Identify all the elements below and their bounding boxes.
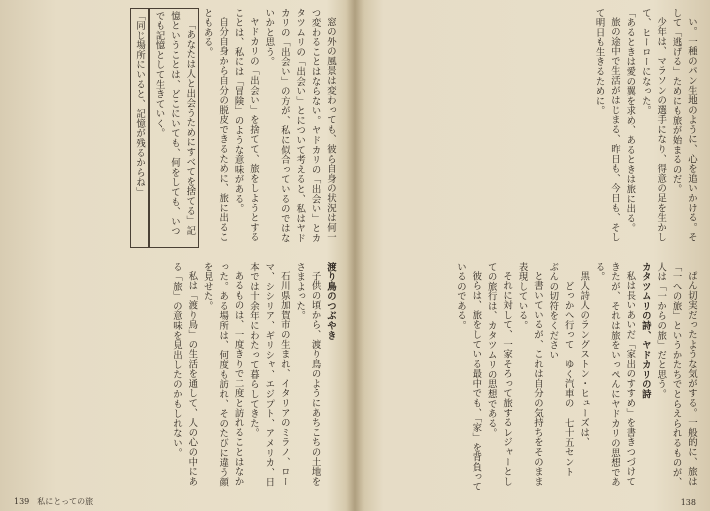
text-paragraph: 石川県加賀市の生まれ、イタリアのミラノ、ローマ、シシリア、ギリシャ、エジプト、アメリカ、日本では十余年にわたって暮らしてきた。 bbox=[247, 262, 290, 488]
page-folio: 138 bbox=[680, 498, 696, 507]
left-page-top-text bbox=[8, 8, 338, 248]
poem-lines: どっかへ行って ゆく汽車の 七十五セント ぶんの切符をください bbox=[547, 262, 574, 487]
text-paragraph: 自分自身から自分の脱皮できるために、旅に出ることもある。 bbox=[201, 8, 229, 243]
book-gutter bbox=[346, 0, 364, 511]
right-page-bottom-text bbox=[364, 262, 699, 492]
page-folio: 139 私にとっての旅 bbox=[14, 497, 94, 506]
text-paragraph: 少年は、マラソンの選手になり、得意の足を生かして、ヒーローになった。 bbox=[639, 8, 667, 243]
boxed-quote: 「同じ場所にいると、記憶が残るからね」 bbox=[130, 8, 149, 248]
text-paragraph: ヤドカリの「出会い」を捨てて、旅をしようとすることは、私には「冒険」のような意味がある。 bbox=[232, 8, 259, 243]
section-heading: 渡り鳥のつぶやき bbox=[325, 262, 336, 341]
section-heading: カタツムリの詩、ヤドカリの詩 bbox=[639, 262, 651, 400]
text-paragraph: 私は長いあいだ「家出のすすめ」を書きつづけてきたが、それは旅をいっぺんにヤドカリの思想である。 bbox=[593, 262, 636, 488]
text-paragraph: い。一種のパン生地のように、心を追いかける。そして「逃げる」ためにも旅が始まるのだ。 bbox=[670, 8, 697, 243]
text-paragraph: それに対して、一家そろって旅するレジャーとしての旅行は、カタツムリの思想である。 bbox=[485, 262, 513, 487]
text-paragraph: 黒人詩人のラングストン・ヒューズは、 bbox=[578, 271, 590, 448]
text-paragraph: 子供の頃から、渡り鳥のようにあちこちの土地をさまよった。 bbox=[294, 262, 321, 487]
text-paragraph: と書いているが、これは自分の気持ちをそのまま表現している。 bbox=[516, 262, 543, 487]
text-paragraph: 旅の途中で生活がはじまる、昨日も、今日も、そして明日も生きるために。 bbox=[593, 8, 620, 243]
text-paragraph: 私は「渡り鳥」の生活を通して、人の心の中にある「旅」の意味を見出したのかもしれない。 bbox=[170, 262, 198, 487]
text-paragraph: あるものは、一度きりで二度と訪れることはなかった。ある場所は、何度も訪れ、そのたびに違う顔を見せた。 bbox=[201, 262, 244, 488]
text-paragraph: 窓の外の風景は変わっても、彼ら自身の状況は何一つ変わることはならない。ヤドカリの「出会い」とカタツムリの「出会い」とについて考えると、私はヤドカリの「出会い」の方が、私に似合っているのではないかと思う。 bbox=[263, 8, 336, 243]
quote-paragraph: 「あるときは愛の翼を求め、あるときは旅に出る。 bbox=[624, 8, 636, 234]
left-page-bottom-text bbox=[8, 262, 338, 492]
right-page-top-text bbox=[364, 8, 699, 248]
text-paragraph: ぱん切実だったような気がする。一般的に、旅は「一への旅」というかたちでとらえられるものが、人は「一からの旅」だと思う。 bbox=[655, 262, 697, 488]
boxed-paragraph: 「あなたは人と出会うためにすべてを捨てる」記憶ということは、どこにいても、何をしても、いつでも記憶として生きていく。 bbox=[149, 8, 199, 248]
text-paragraph: 彼らは、旅をしている最中でも、「家」を背負っているのである。 bbox=[454, 262, 482, 492]
